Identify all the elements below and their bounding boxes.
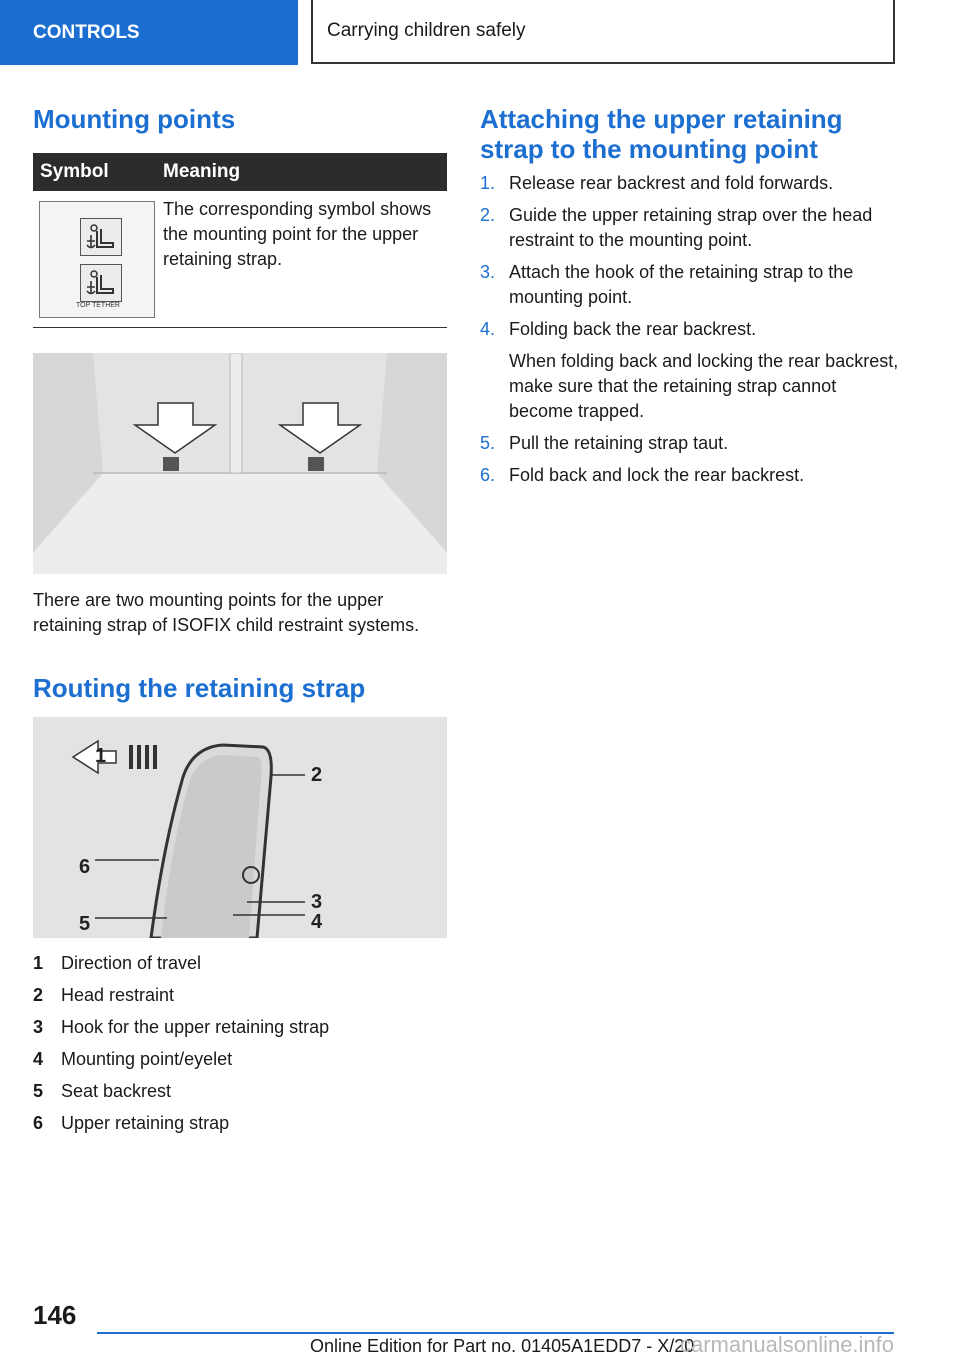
table-header-row: [33, 153, 447, 191]
table-cell-meaning: The corresponding symbol shows the mounting point for the upper retaining strap.: [163, 199, 432, 269]
figure-label-6: 6: [79, 856, 91, 878]
table-row: [33, 191, 447, 328]
section-label: CONTROLS: [33, 21, 140, 43]
routing-figure: [33, 717, 447, 938]
chapter-title-box: [311, 0, 895, 64]
chapter-title: Carrying children safely: [327, 20, 526, 41]
page-number: 146: [33, 1300, 77, 1330]
mounting-points-description: There are two mounting points for the upper retaining strap of ISOFIX child restraint systems.: [33, 590, 420, 635]
section-tab[interactable]: [0, 0, 298, 65]
mounting-points-figure: [33, 353, 447, 574]
heading-attaching: Attaching the upper retaining strap to the mounting point: [480, 104, 843, 164]
figure-label-1: 1: [95, 745, 107, 767]
legend-item: 6 Upper retaining strap: [33, 1113, 230, 1133]
figure-label-5: 5: [79, 913, 91, 935]
heading-mounting-points: Mounting points: [33, 104, 236, 134]
legend-item: 2 Head restraint: [33, 985, 175, 1005]
symbol-table: [33, 153, 447, 328]
top-tether-caption: TOP TETHER: [76, 302, 120, 309]
table-header-meaning: Meaning: [163, 161, 241, 182]
child-seat-anchor-icon: [80, 218, 122, 256]
figure-label-2: 2: [311, 764, 323, 786]
heading-routing: Routing the retaining strap: [33, 673, 366, 703]
legend-item: 3 Hook for the upper retaining strap: [33, 1017, 330, 1037]
legend-item: 5 Seat backrest: [33, 1081, 172, 1101]
figure-label-3: 3: [311, 891, 323, 913]
figure-label-4: 4: [311, 911, 323, 933]
legend-item: 4 Mounting point/eyelet: [33, 1049, 233, 1069]
tether-symbol: [39, 201, 155, 318]
table-header-symbol: Symbol: [40, 161, 109, 182]
watermark[interactable]: carmanualsonline.info: [680, 1332, 895, 1357]
top-tether-icon: [80, 264, 122, 302]
edition-text: Online Edition for Part no. 01405A1EDD7 - X/20: [310, 1336, 695, 1356]
legend-item: 1 Direction of travel: [33, 953, 202, 973]
